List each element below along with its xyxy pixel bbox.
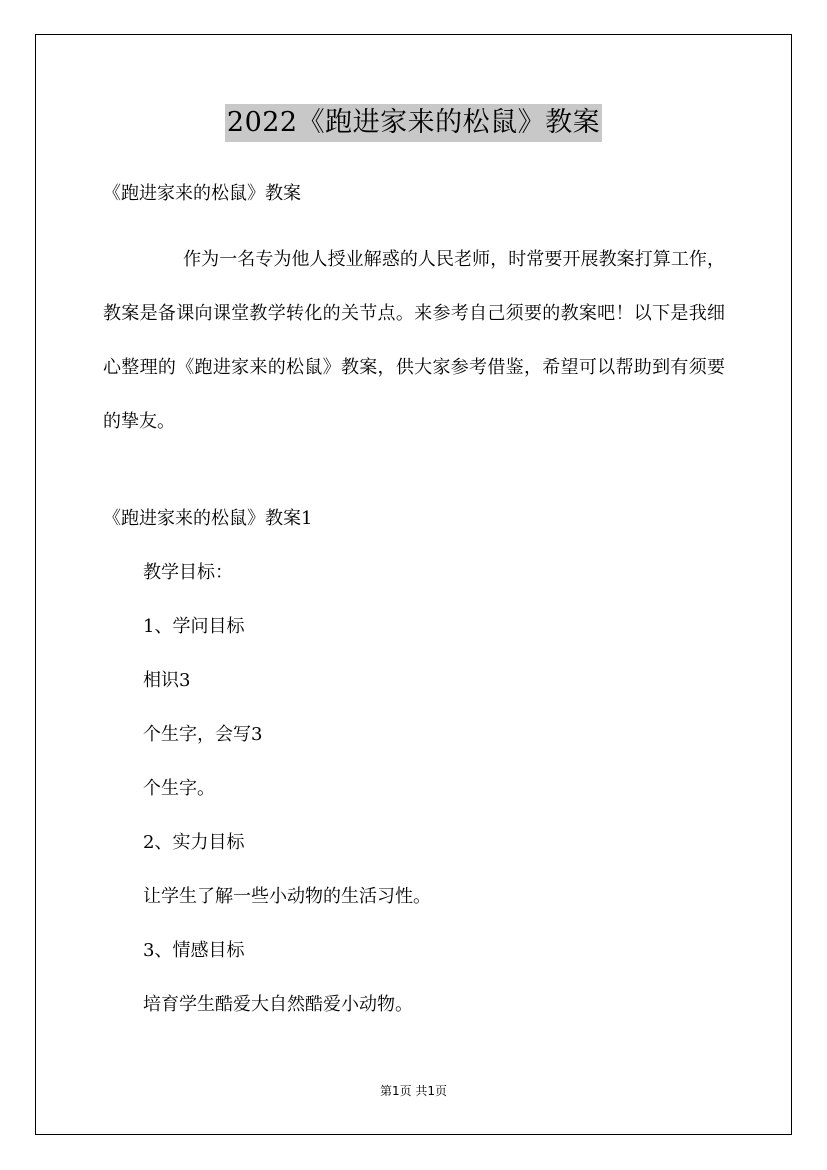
intro-paragraph — [103, 233, 725, 449]
document-title: 2022《跑进家来的松鼠》教案 — [225, 104, 602, 142]
list-item: 相识3 — [143, 670, 191, 691]
list-item: 教学目标： — [143, 562, 233, 583]
list-item: 3、情感目标 — [143, 940, 245, 961]
list-item: 2、实力目标 — [143, 832, 245, 853]
list-item: 个生字。 — [143, 778, 215, 799]
page-footer: 第1页 共1页 — [379, 1084, 448, 1098]
document-subtitle: 《跑进家来的松鼠》教案 — [103, 183, 301, 204]
list-item: 个生字，会写3 — [143, 724, 263, 745]
section-heading: 《跑进家来的松鼠》教案1 — [103, 508, 313, 529]
list-item: 让学生了解一些小动物的生活习性。 — [143, 886, 431, 907]
list-item: 培育学生酷爱大自然酷爱小动物。 — [143, 994, 413, 1015]
title-container — [0, 104, 827, 142]
intro-text: 作为一名专为他人授业解惑的人民老师，时常要开展教案打算工作，教案是备课向课堂教学转化的关节点。来参考自己须要的教案吧！以下是我细心整理的《跑进家来的松鼠》教案，供大家参考借鉴，希望可以帮助到有须要的挚友。 — [103, 249, 725, 432]
list-item: 1、学问目标 — [143, 616, 245, 637]
